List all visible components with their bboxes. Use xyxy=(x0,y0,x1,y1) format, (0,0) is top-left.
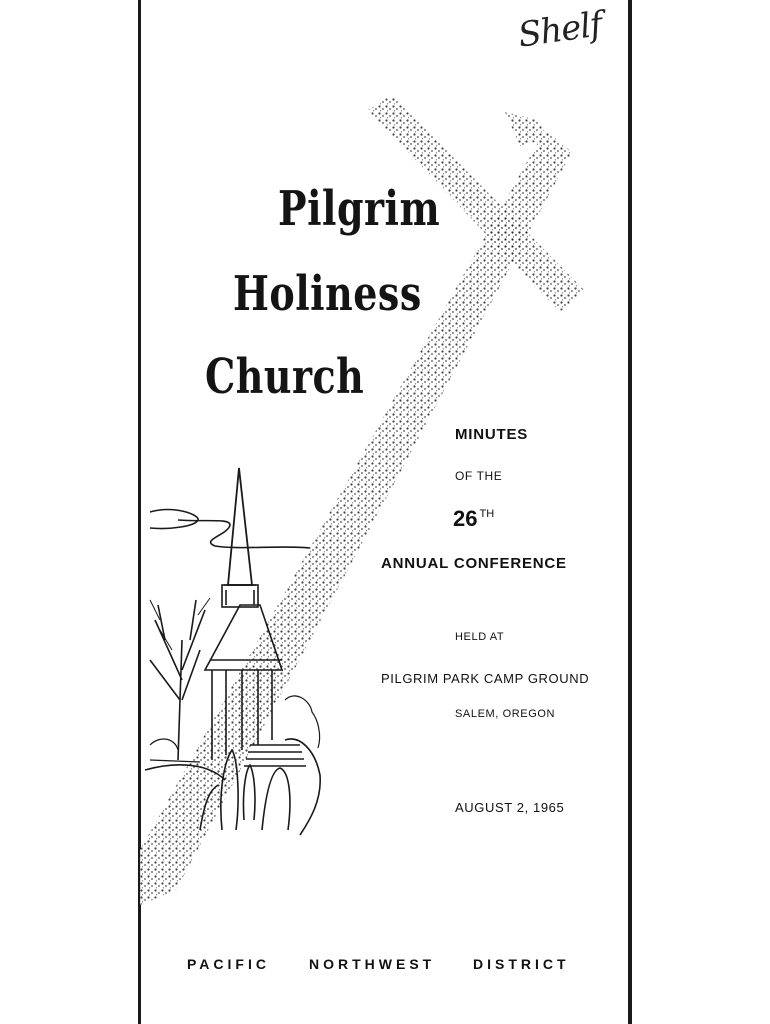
of-the-label: OF THE xyxy=(455,469,503,483)
footer-word-pacific: PACIFIC xyxy=(187,956,270,972)
conference-number xyxy=(453,506,494,532)
church-name-line3: Church xyxy=(205,348,365,405)
city: SALEM, OREGON xyxy=(455,708,556,720)
held-at-label: HELD AT xyxy=(455,631,505,643)
minutes-title: MINUTES xyxy=(455,426,529,443)
ordinal-suffix: TH xyxy=(479,508,495,520)
location: PILGRIM PARK CAMP GROUND xyxy=(381,671,590,686)
ordinal-number: 26 xyxy=(453,506,478,531)
annual-conference: ANNUAL CONFERENCE xyxy=(381,555,567,572)
handwritten-note: Shelf xyxy=(515,4,605,56)
church-name-line1: Pilgrim xyxy=(278,180,441,237)
church-name-line2: Holiness xyxy=(233,265,422,322)
date: AUGUST 2, 1965 xyxy=(455,800,565,815)
footer-word-district: DISTRICT xyxy=(473,956,570,972)
footer-word-northwest: NORTHWEST xyxy=(309,956,436,972)
